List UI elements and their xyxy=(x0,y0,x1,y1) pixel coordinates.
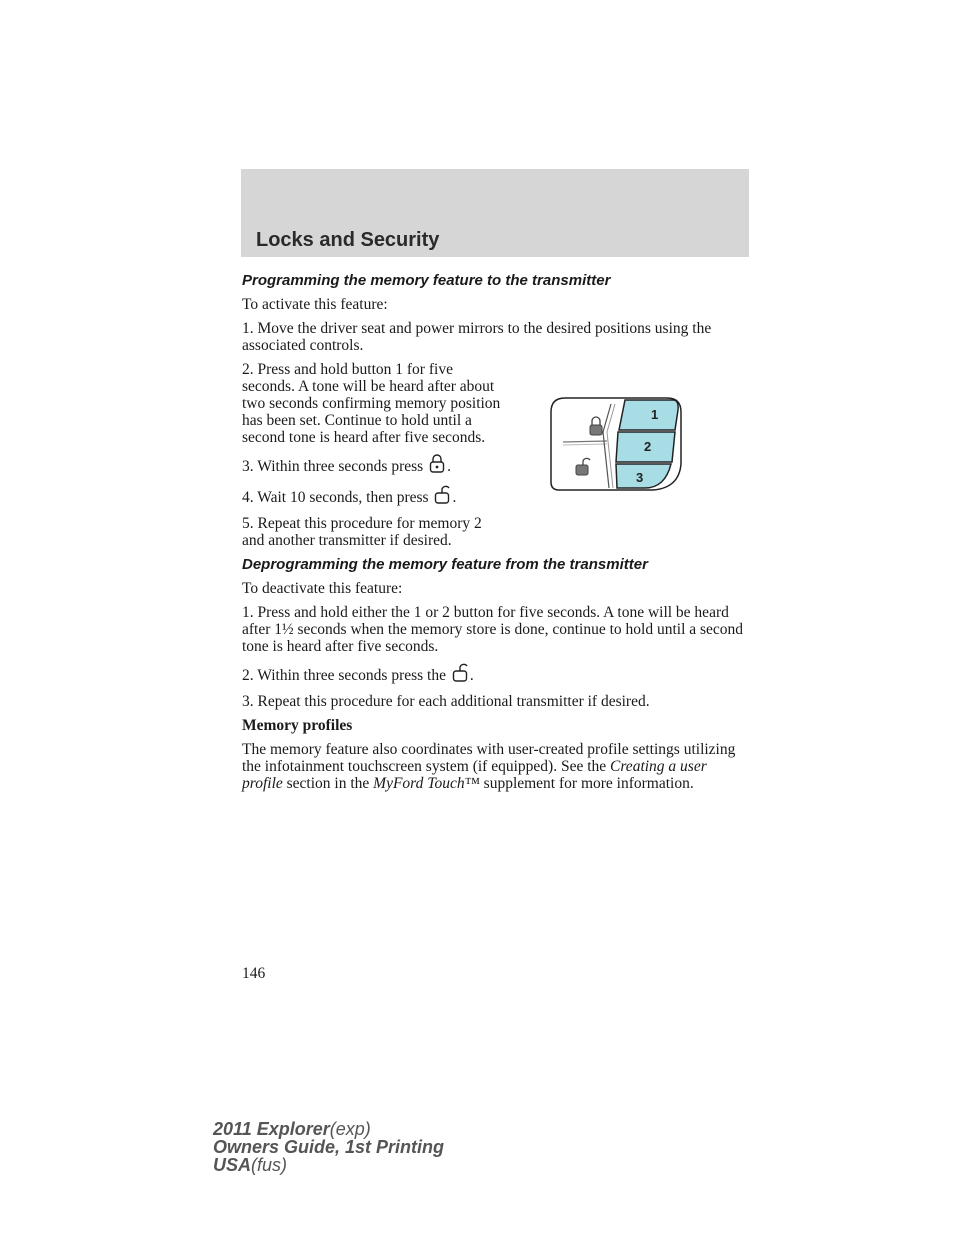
footer-market-code: (fus) xyxy=(251,1155,288,1175)
unlock-icon xyxy=(452,662,468,686)
creating-user-profile-ref: Creating a user profile xyxy=(242,758,707,792)
programming-step-4 xyxy=(242,484,502,508)
page-number: 146 xyxy=(242,965,266,982)
memory-profiles-text-1: The memory feature also coordinates with user-created profile settings utilizing the infotainment touchscreen system (if equipped). See the xyxy=(242,741,736,775)
section-title: Locks and Security xyxy=(256,229,440,251)
programming-step-3 xyxy=(242,453,502,477)
programming-step-4-end: . xyxy=(452,489,457,506)
deprogramming-step-2-end: . xyxy=(469,667,474,684)
memory-profiles-heading: Memory profiles xyxy=(242,717,353,734)
programming-step-5: 5. Repeat this procedure for memory 2 and another transmitter if desired. xyxy=(242,515,482,549)
memory-button-3-label: 3 xyxy=(636,470,644,485)
deprogramming-heading: Deprogramming the memory feature from the transmitter xyxy=(242,556,648,573)
programming-step-1: 1. Move the driver seat and power mirrors to the desired positions using the associated controls. xyxy=(242,320,712,354)
deprogramming-step-2 xyxy=(242,662,750,686)
deprogramming-intro: To deactivate this feature: xyxy=(242,580,403,597)
deprogramming-step-2-text: 2. Within three seconds press the xyxy=(242,667,446,684)
memory-button-1-label: 1 xyxy=(651,407,659,422)
deprogramming-step-1: 1. Press and hold either the 1 or 2 button for five seconds. A tone will be heard after 1½ seconds when the memory store is done, continue to hold until a second tone is heard after five seconds. xyxy=(242,604,744,655)
memory-button-2-label: 2 xyxy=(644,439,652,454)
programming-step-3-end: . xyxy=(447,458,451,475)
footer-line-3 xyxy=(213,1156,444,1174)
memory-profiles-text xyxy=(242,741,750,792)
page-content xyxy=(242,270,750,799)
programming-heading: Programming the memory feature to the transmitter xyxy=(242,272,611,289)
print-footer xyxy=(213,1120,444,1174)
programming-step-3-text: 3. Within three seconds press xyxy=(242,458,424,475)
door-memory-buttons-figure xyxy=(549,392,685,494)
unlock-icon xyxy=(434,484,450,508)
myford-touch-ref: MyFord Touch™ xyxy=(373,775,480,792)
programming-step-2: 2. Press and hold button 1 for five seconds. A tone will be heard after about two seconds confirming memory position has been set. Continue to hold until a second tone is heard after five seconds. xyxy=(242,361,501,446)
footer-model-code: (exp) xyxy=(329,1119,371,1139)
programming-intro: To activate this feature: xyxy=(242,296,388,313)
lock-icon xyxy=(429,453,445,477)
deprogramming-step-3: 3. Repeat this procedure for each additional transmitter if desired. xyxy=(242,693,650,710)
footer-line-1 xyxy=(213,1120,444,1138)
memory-profiles-text-2: section in the xyxy=(286,775,370,792)
memory-button-1-shape xyxy=(619,400,678,430)
footer-market: USA xyxy=(213,1155,252,1175)
footer-model: 2011 Explorer xyxy=(213,1119,330,1139)
memory-profiles-text-3: supplement for more information. xyxy=(483,775,694,792)
programming-step-4-text: 4. Wait 10 seconds, then press xyxy=(242,489,429,506)
footer-line-2: Owners Guide, 1st Printing xyxy=(213,1137,445,1157)
